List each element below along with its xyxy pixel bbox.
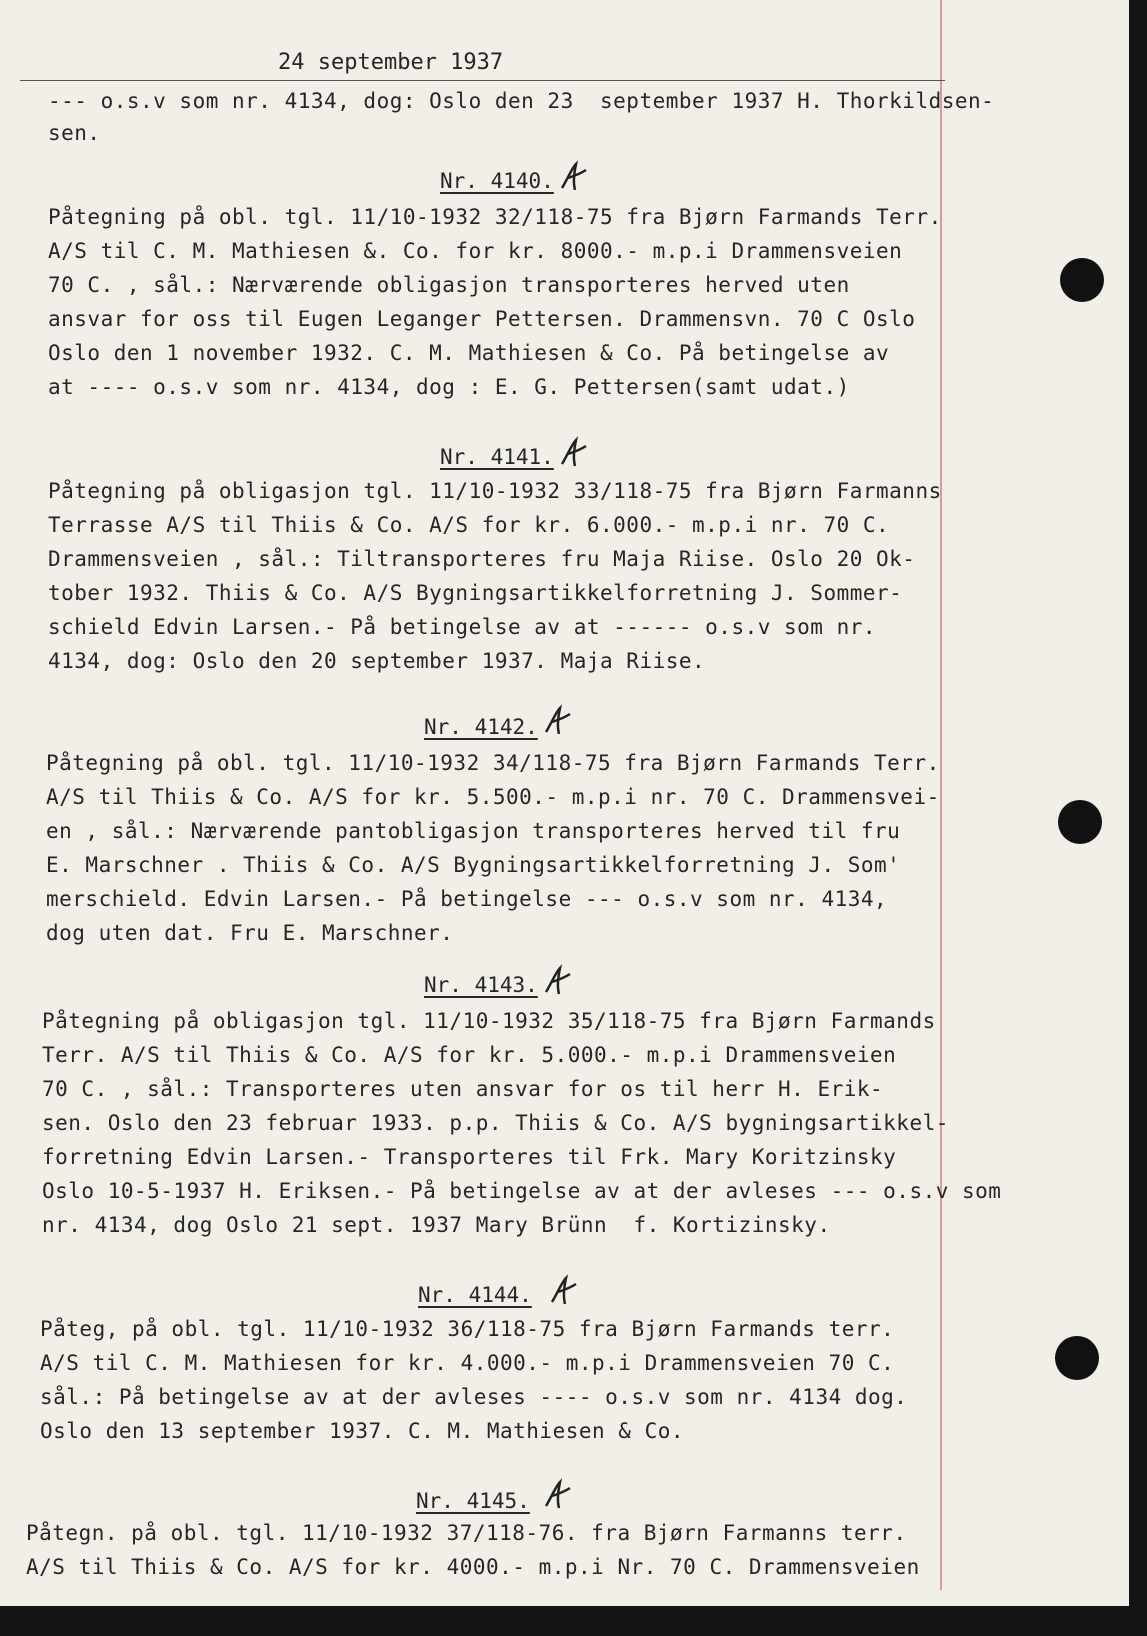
text-line: Påtegning på obl. tgl. 11/10-1932 34/118-75 fra Bjørn Farmands Terr. <box>46 751 940 775</box>
text-line: en , sål.: Nærværende pantobligasjon transporteres herved til fru <box>46 819 901 843</box>
text-line: A/S til C. M. Mathiesen for kr. 4.000.- m.p.i Drammensveien 70 C. <box>40 1351 895 1375</box>
header-rule <box>20 80 945 81</box>
entry-number: Nr. 4144. <box>418 1283 532 1307</box>
text-line: 70 C. , sål.: Nærværende obligasjon transporteres herved uten <box>48 273 850 297</box>
punch-hole <box>1058 800 1102 844</box>
text-line: Påtegning på obl. tgl. 11/10-1932 32/118-75 fra Bjørn Farmands Terr. <box>48 205 942 229</box>
text-line: dog uten dat. Fru E. Marschner. <box>46 921 454 945</box>
entry-number: Nr. 4141. <box>440 445 554 469</box>
text-line: Terrasse A/S til Thiis & Co. A/S for kr. 6.000.- m.p.i nr. 70 C. <box>48 513 890 537</box>
text-line: schield Edvin Larsen.- På betingelse av at ------ o.s.v som nr. <box>48 615 877 639</box>
page-date: 24 september 1937 <box>278 50 504 75</box>
text-line: sen. Oslo den 23 februar 1933. p.p. Thiis & Co. A/S bygningsartikkel- <box>42 1111 949 1135</box>
initials-mark-icon <box>556 436 590 470</box>
initials-mark-icon <box>556 160 590 194</box>
punch-hole <box>1060 258 1104 302</box>
text-line: tober 1932. Thiis & Co. A/S Bygningsartikkelforretning J. Sommer- <box>48 581 903 605</box>
initials-mark-icon <box>540 704 574 738</box>
text-line: ansvar for oss til Eugen Leganger Pettersen. Drammensvn. 70 C Oslo <box>48 307 916 331</box>
initials-mark-icon <box>546 1274 580 1308</box>
scan-border-bottom <box>0 1606 1147 1636</box>
text-line: Oslo 10-5-1937 H. Eriksen.- På betingelse av at der avleses --- o.s.v som <box>42 1179 1002 1203</box>
text-line: nr. 4134, dog Oslo 21 sept. 1937 Mary Brünn f. Kortizinsky. <box>42 1213 831 1237</box>
text-line: Påtegning på obligasjon tgl. 11/10-1932 35/118-75 fra Bjørn Farmands <box>42 1009 936 1033</box>
text-line: sen. <box>48 121 101 145</box>
text-line: at ---- o.s.v som nr. 4134, dog : E. G. Pettersen(samt udat.) <box>48 375 850 399</box>
entry-number: Nr. 4140. <box>440 169 554 193</box>
entry-number: Nr. 4143. <box>424 973 538 997</box>
text-line: 70 C. , sål.: Transporteres uten ansvar for os til herr H. Erik- <box>42 1077 884 1101</box>
text-line: Påtegning på obligasjon tgl. 11/10-1932 33/118-75 fra Bjørn Farmanns <box>48 479 942 503</box>
entry-number: Nr. 4142. <box>424 715 538 739</box>
margin-line <box>940 0 942 1590</box>
punch-hole <box>1055 1336 1099 1380</box>
text-line: Drammensveien , sål.: Tiltransporteres fru Maja Riise. Oslo 20 Ok- <box>48 547 916 571</box>
text-line: sål.: På betingelse av at der avleses ---- o.s.v som nr. 4134 dog. <box>40 1385 908 1409</box>
text-line: E. Marschner . Thiis & Co. A/S Bygningsartikkelforretning J. Som' <box>46 853 901 877</box>
scan-border-right <box>1129 0 1147 1636</box>
text-line: forretning Edvin Larsen.- Transporteres til Frk. Mary Koritzinsky <box>42 1145 897 1169</box>
text-line: merschield. Edvin Larsen.- På betingelse --- o.s.v som nr. 4134, <box>46 887 888 911</box>
text-line: Oslo den 1 november 1932. C. M. Mathiesen & Co. På betingelse av <box>48 341 890 365</box>
text-line: A/S til C. M. Mathiesen &. Co. for kr. 8000.- m.p.i Drammensveien <box>48 239 903 263</box>
text-line: --- o.s.v som nr. 4134, dog: Oslo den 23 september 1937 H. Thorkildsen- <box>48 89 995 113</box>
text-line: Terr. A/S til Thiis & Co. A/S for kr. 5.000.- m.p.i Drammensveien <box>42 1043 897 1067</box>
text-line: A/S til Thiis & Co. A/S for kr. 4000.- m.p.i Nr. 70 C. Drammensveien <box>26 1555 920 1579</box>
text-line: Påtegn. på obl. tgl. 11/10-1932 37/118-76. fra Bjørn Farmanns terr. <box>26 1521 907 1545</box>
text-line: Påteg, på obl. tgl. 11/10-1932 36/118-75 fra Bjørn Farmands terr. <box>40 1317 895 1341</box>
entry-number: Nr. 4145. <box>416 1489 530 1513</box>
initials-mark-icon <box>540 1478 574 1512</box>
text-line: Oslo den 13 september 1937. C. M. Mathiesen & Co. <box>40 1419 685 1443</box>
text-line: A/S til Thiis & Co. A/S for kr. 5.500.- m.p.i nr. 70 C. Drammensvei- <box>46 785 940 809</box>
text-line: 4134, dog: Oslo den 20 september 1937. Maja Riise. <box>48 649 706 673</box>
initials-mark-icon <box>540 964 574 998</box>
